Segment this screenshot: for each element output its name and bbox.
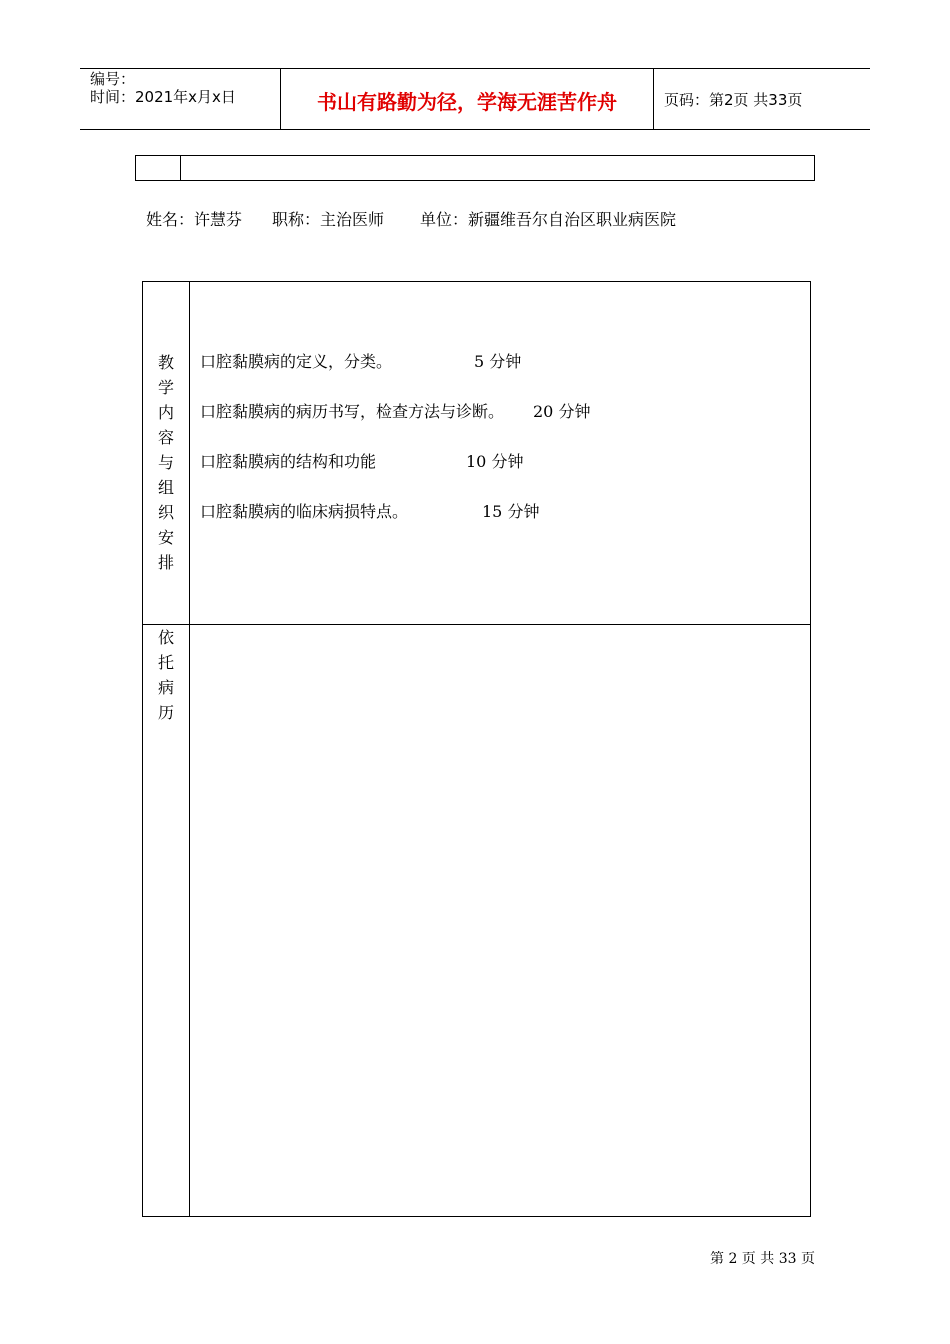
list-item: [200, 500, 760, 550]
list-item: [200, 450, 760, 500]
section-label-case-record: 依 托 病 历: [157, 628, 174, 722]
teacher-info: [146, 207, 676, 230]
header-motto: 书山有路勤为径，学海无涯苦作舟: [281, 69, 654, 129]
page-header: [80, 68, 870, 130]
serial-label: 编号：: [90, 70, 136, 88]
time-label: 时间：2021年x月x日: [90, 88, 236, 106]
teaching-content-list: [200, 350, 760, 550]
item-duration: 20 分钟: [533, 402, 591, 421]
item-text: 口腔黏膜病的结构和功能: [200, 452, 377, 471]
table-column-divider: [189, 282, 190, 1216]
empty-table-divider: [180, 156, 181, 180]
empty-header-table: [135, 155, 815, 181]
item-text: 口腔黏膜病的定义，分类。: [200, 352, 393, 371]
item-duration: 10 分钟: [466, 452, 524, 471]
teacher-unit: 单位：新疆维吾尔自治区职业病医院: [420, 210, 677, 229]
item-text: 口腔黏膜病的临床病损特点。: [200, 502, 409, 521]
section-label-teaching-content: 教 学 内 容 与 组 织 安 排: [157, 353, 174, 572]
teacher-title: 职称：主治医师: [272, 210, 385, 229]
list-item: [200, 350, 760, 400]
teaching-table: [142, 281, 811, 1217]
list-item: [200, 400, 760, 450]
table-row-divider: [143, 624, 810, 625]
item-duration: 5 分钟: [474, 352, 522, 371]
header-page-code: 页码：第2页 共33页: [664, 90, 803, 109]
page-footer: 第 2 页 共 33 页: [710, 1251, 815, 1267]
item-duration: 15 分钟: [482, 502, 540, 521]
header-left-cell: [80, 69, 281, 129]
item-text: 口腔黏膜病的病历书写，检查方法与诊断。: [200, 402, 505, 421]
teacher-name: 姓名：许慧芬: [146, 210, 243, 229]
